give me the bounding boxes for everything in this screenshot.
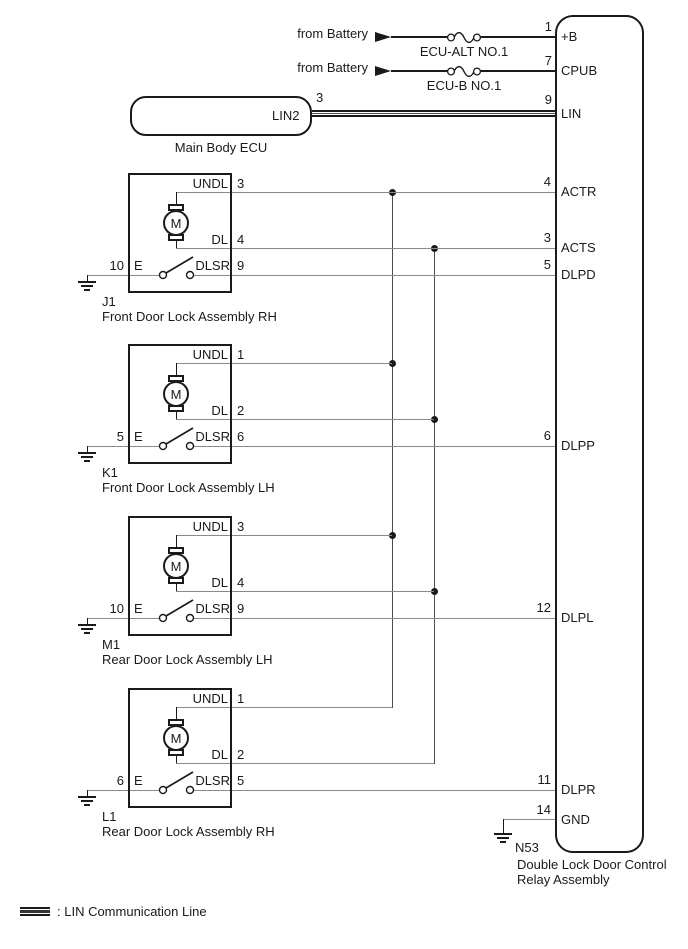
dlsr-pin-number: 9 <box>237 601 245 616</box>
ground-icon <box>78 796 96 798</box>
ecu-pin-number: 3 <box>316 90 324 105</box>
dlsr-wire <box>193 790 555 791</box>
dl-label: DL <box>211 403 228 418</box>
relay-pin-label: DLPD <box>561 267 596 282</box>
undl-wire <box>176 192 555 193</box>
relay-pin-number: 4 <box>543 174 551 189</box>
ground-icon <box>81 800 93 802</box>
motor-icon: M <box>163 725 189 751</box>
fuse-icon <box>446 30 484 45</box>
e-pin-number: 10 <box>109 601 124 616</box>
relay-pin-number: 12 <box>536 600 551 615</box>
lin-communication-line <box>312 110 555 117</box>
door-lock-assembly-k1 <box>0 344 688 516</box>
relay-pin-label: LIN <box>561 106 582 121</box>
fuse-label: ECU-B NO.1 <box>426 78 502 93</box>
assembly-name: Rear Door Lock Assembly RH <box>102 824 275 839</box>
battery-wire <box>391 70 449 72</box>
relay-pin-label: ACTR <box>561 184 597 199</box>
relay-pin-label: GND <box>561 812 590 827</box>
ground-icon <box>81 456 93 458</box>
relay-pin-label: DLPP <box>561 438 595 453</box>
relay-pin-label: +B <box>561 29 578 44</box>
relay-pin-number: 11 <box>537 772 551 787</box>
e-label: E <box>134 773 143 788</box>
ground-icon <box>84 632 90 634</box>
door-lock-assembly-j1 <box>0 173 688 345</box>
dlsr-pin-number: 6 <box>237 429 245 444</box>
dlsr-wire <box>193 446 555 447</box>
e-label: E <box>134 429 143 444</box>
assembly-name: Front Door Lock Assembly RH <box>102 309 277 324</box>
arrow-right-icon <box>375 32 391 42</box>
legend-text: : LIN Communication Line <box>57 904 207 919</box>
lin-line-swatch <box>20 907 50 916</box>
undl-label: UNDL <box>192 519 228 534</box>
e-pin-number: 10 <box>109 258 124 273</box>
undl-pin-number: 3 <box>237 176 245 191</box>
dlsr-label: DLSR <box>195 601 230 616</box>
relay-pin-number: 14 <box>536 802 551 817</box>
motor-icon: M <box>163 553 189 579</box>
battery-wire <box>481 70 555 72</box>
dl-pin-number: 4 <box>237 232 245 247</box>
assembly-connector-id: M1 <box>102 637 121 652</box>
dlsr-pin-number: 5 <box>237 773 245 788</box>
relay-pin-label: DLPL <box>561 610 594 625</box>
relay-pin-number: 3 <box>543 230 551 245</box>
battery-wire <box>391 36 449 38</box>
relay-pin-number: 1 <box>544 19 552 34</box>
motor-icon: M <box>163 381 189 407</box>
relay-pin-label: CPUB <box>561 63 598 78</box>
undl-pin-number: 1 <box>237 347 245 362</box>
undl-pin-number: 3 <box>237 519 245 534</box>
assembly-connector-id: K1 <box>102 465 118 480</box>
dl-label: DL <box>211 232 228 247</box>
ground-icon <box>84 289 90 291</box>
e-pin-number: 5 <box>116 429 124 444</box>
dlsr-wire <box>193 275 555 276</box>
e-label: E <box>134 258 143 273</box>
relay-connector-id: N53 <box>515 840 539 855</box>
ecu-port-label: LIN2 <box>272 108 300 123</box>
relay-pin-label: ACTS <box>561 240 596 255</box>
relay-pin-number: 5 <box>543 257 551 272</box>
dlsr-pin-number: 9 <box>237 258 245 273</box>
dlsr-label: DLSR <box>195 773 230 788</box>
arrow-right-icon <box>375 66 391 76</box>
assembly-name: Rear Door Lock Assembly LH <box>102 652 273 667</box>
dl-label: DL <box>211 575 228 590</box>
battery-source-label: from Battery <box>297 26 368 41</box>
ground-icon <box>78 452 96 454</box>
dlsr-label: DLSR <box>195 429 230 444</box>
e-label: E <box>134 601 143 616</box>
fuse-icon <box>446 64 484 79</box>
relay-name-line1: Double Lock Door Control <box>517 857 667 872</box>
relay-name-line2: Relay Assembly <box>517 872 610 887</box>
undl-label: UNDL <box>192 176 228 191</box>
relay-pin-number: 7 <box>544 53 552 68</box>
undl-pin-number: 1 <box>237 691 245 706</box>
door-lock-assembly-l1 <box>0 688 688 860</box>
assembly-connector-id: L1 <box>102 809 117 824</box>
ground-icon <box>84 804 90 806</box>
ground-icon <box>84 460 90 462</box>
dl-label: DL <box>211 747 228 762</box>
battery-source-label: from Battery <box>297 60 368 75</box>
dl-pin-number: 4 <box>237 575 245 590</box>
dlsr-label: DLSR <box>195 258 230 273</box>
motor-icon: M <box>163 210 189 236</box>
undl-label: UNDL <box>192 691 228 706</box>
ground-icon <box>81 285 93 287</box>
relay-pin-number: 6 <box>543 428 551 443</box>
fuse-label: ECU-ALT NO.1 <box>419 44 509 59</box>
dl-pin-number: 2 <box>237 747 245 762</box>
ground-icon <box>78 281 96 283</box>
undl-label: UNDL <box>192 347 228 362</box>
relay-pin-number: 9 <box>544 92 552 107</box>
assembly-connector-id: J1 <box>102 294 116 309</box>
ground-icon <box>78 624 96 626</box>
dl-pin-number: 2 <box>237 403 245 418</box>
assembly-name: Front Door Lock Assembly LH <box>102 480 275 495</box>
door-lock-assembly-m1 <box>0 516 688 688</box>
e-pin-number: 6 <box>116 773 124 788</box>
dl-wire <box>176 248 555 249</box>
ground-icon <box>81 628 93 630</box>
dlsr-wire <box>193 618 555 619</box>
ecu-name: Main Body ECU <box>174 140 268 155</box>
battery-wire <box>481 36 555 38</box>
relay-pin-label: DLPR <box>561 782 596 797</box>
